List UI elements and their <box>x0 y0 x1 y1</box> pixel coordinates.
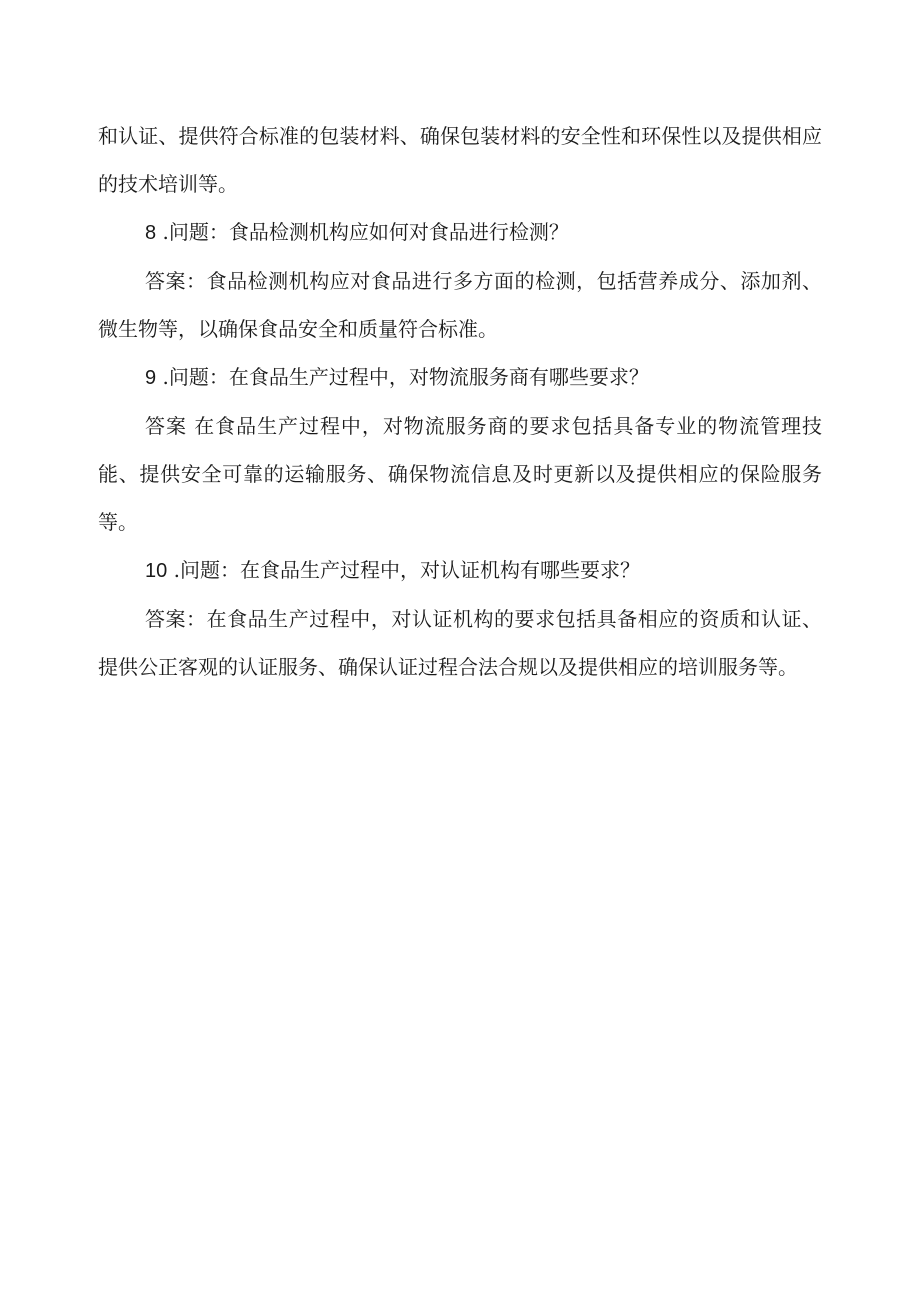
document-body <box>98 112 822 691</box>
question-text: .问题：食品检测机构应如何对食品进行检测？ <box>162 220 569 244</box>
question-text: .问题：在食品生产过程中，对物流服务商有哪些要求？ <box>162 365 649 389</box>
question-number: 8 <box>145 222 157 244</box>
answer-8: 答案：食品检测机构应对食品进行多方面的检测，包括营养成分、添加剂、微生物等，以确保食品安全和质量符合标准。 <box>98 269 822 341</box>
answer-10: 答案：在食品生产过程中，对认证机构的要求包括具备相应的资质和认证、提供公正客观的认证服务、确保认证过程合法合规以及提供相应的培训服务等。 <box>98 607 822 679</box>
answer-9: 答案 在食品生产过程中，对物流服务商的要求包括具备专业的物流管理技能、提供安全可靠的运输服务、确保物流信息及时更新以及提供相应的保险服务等。 <box>98 414 822 534</box>
question-10 <box>98 546 822 595</box>
question-8 <box>98 208 822 257</box>
question-number: 9 <box>145 367 157 389</box>
question-text: .问题：在食品生产过程中，对认证机构有哪些要求？ <box>173 558 640 582</box>
intro-continuation-paragraph: 和认证、提供符合标准的包装材料、确保包装材料的安全性和环保性以及提供相应的技术培训等。 <box>98 124 822 196</box>
question-9 <box>98 353 822 402</box>
question-number: 10 <box>145 560 168 582</box>
